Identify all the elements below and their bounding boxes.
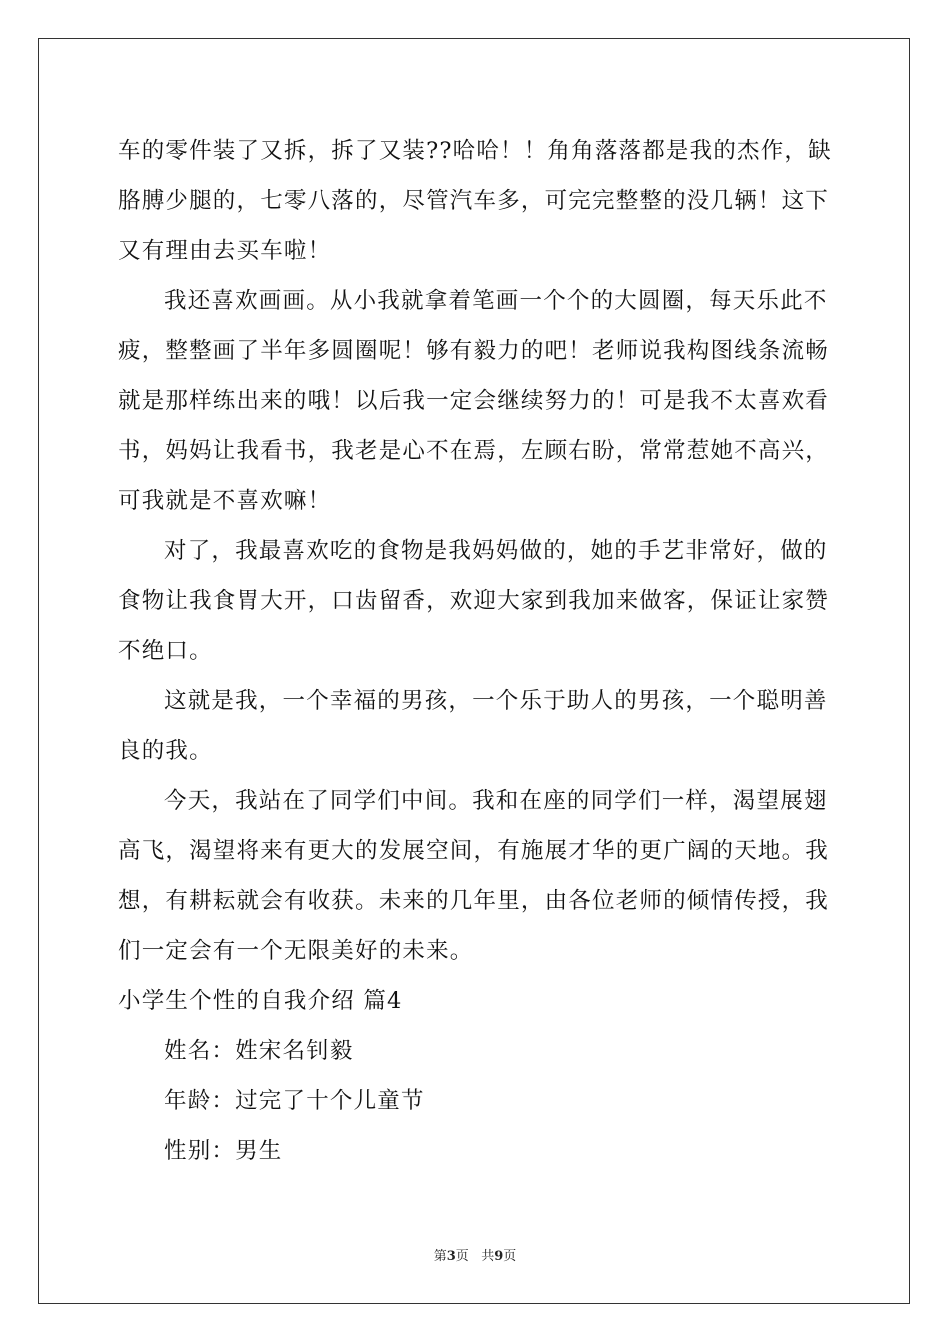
text-line: 们一定会有一个无限美好的未来。: [118, 938, 474, 964]
paragraph-start-line: 这就是我，一个幸福的男孩，一个乐于助人的男孩，一个聪明善: [164, 688, 828, 714]
page-suffix: 页: [455, 1249, 469, 1264]
document-body: [118, 126, 834, 1176]
text-line: 书，妈妈让我看书，我老是心不在焉，左顾右盼，常常惹她不高兴，: [118, 438, 830, 464]
text-line: 可我就是不喜欢嘛！: [118, 488, 332, 514]
text-line: 胳膊少腿的，七零八落的，尽管汽车多，可完完整整的没几辆！这下: [118, 188, 830, 214]
text-line: 高飞，渴望将来有更大的发展空间，有施展才华的更广阔的天地。我: [118, 838, 830, 864]
paragraph-start-line: 对了，我最喜欢吃的食物是我妈妈做的，她的手艺非常好，做的: [164, 538, 828, 564]
paragraph-start-line: 我还喜欢画画。从小我就拿着笔画一个个的大圆圈，每天乐此不: [164, 288, 828, 314]
profile-name-line: 姓名：姓宋名钊毅: [164, 1038, 354, 1064]
profile-gender-line: 性别：男生: [164, 1138, 283, 1164]
text-line: 疲，整整画了半年多圆圈呢！够有毅力的吧！老师说我构图线条流畅: [118, 338, 830, 364]
text-line: 就是那样练出来的哦！以后我一定会继续努力的！可是我不太喜欢看: [118, 388, 830, 414]
profile-age-line: 年龄：过完了十个儿童节: [164, 1088, 425, 1114]
total-page-number: 9: [494, 1249, 504, 1264]
total-prefix: 共: [481, 1249, 495, 1264]
total-suffix: 页: [503, 1249, 517, 1264]
page-prefix: 第: [433, 1249, 447, 1264]
section-heading: 小学生个性的自我介绍 篇4: [118, 988, 403, 1014]
current-page-number: 3: [446, 1249, 456, 1264]
text-line: 想，有耕耘就会有收获。未来的几年里，由各位老师的倾情传授，我: [118, 888, 830, 914]
page-footer: [0, 1247, 950, 1267]
text-line: 食物让我食胃大开，口齿留香，欢迎大家到我加来做客，保证让家赞: [118, 588, 830, 614]
text-line: 车的零件装了又拆，拆了又装??哈哈！！角角落落都是我的杰作，缺: [118, 138, 832, 164]
text-line: 又有理由去买车啦！: [118, 238, 332, 264]
paragraph-start-line: 今天，我站在了同学们中间。我和在座的同学们一样，渴望展翅: [164, 788, 828, 814]
text-line: 不绝口。: [118, 638, 213, 664]
text-line: 良的我。: [118, 738, 213, 764]
